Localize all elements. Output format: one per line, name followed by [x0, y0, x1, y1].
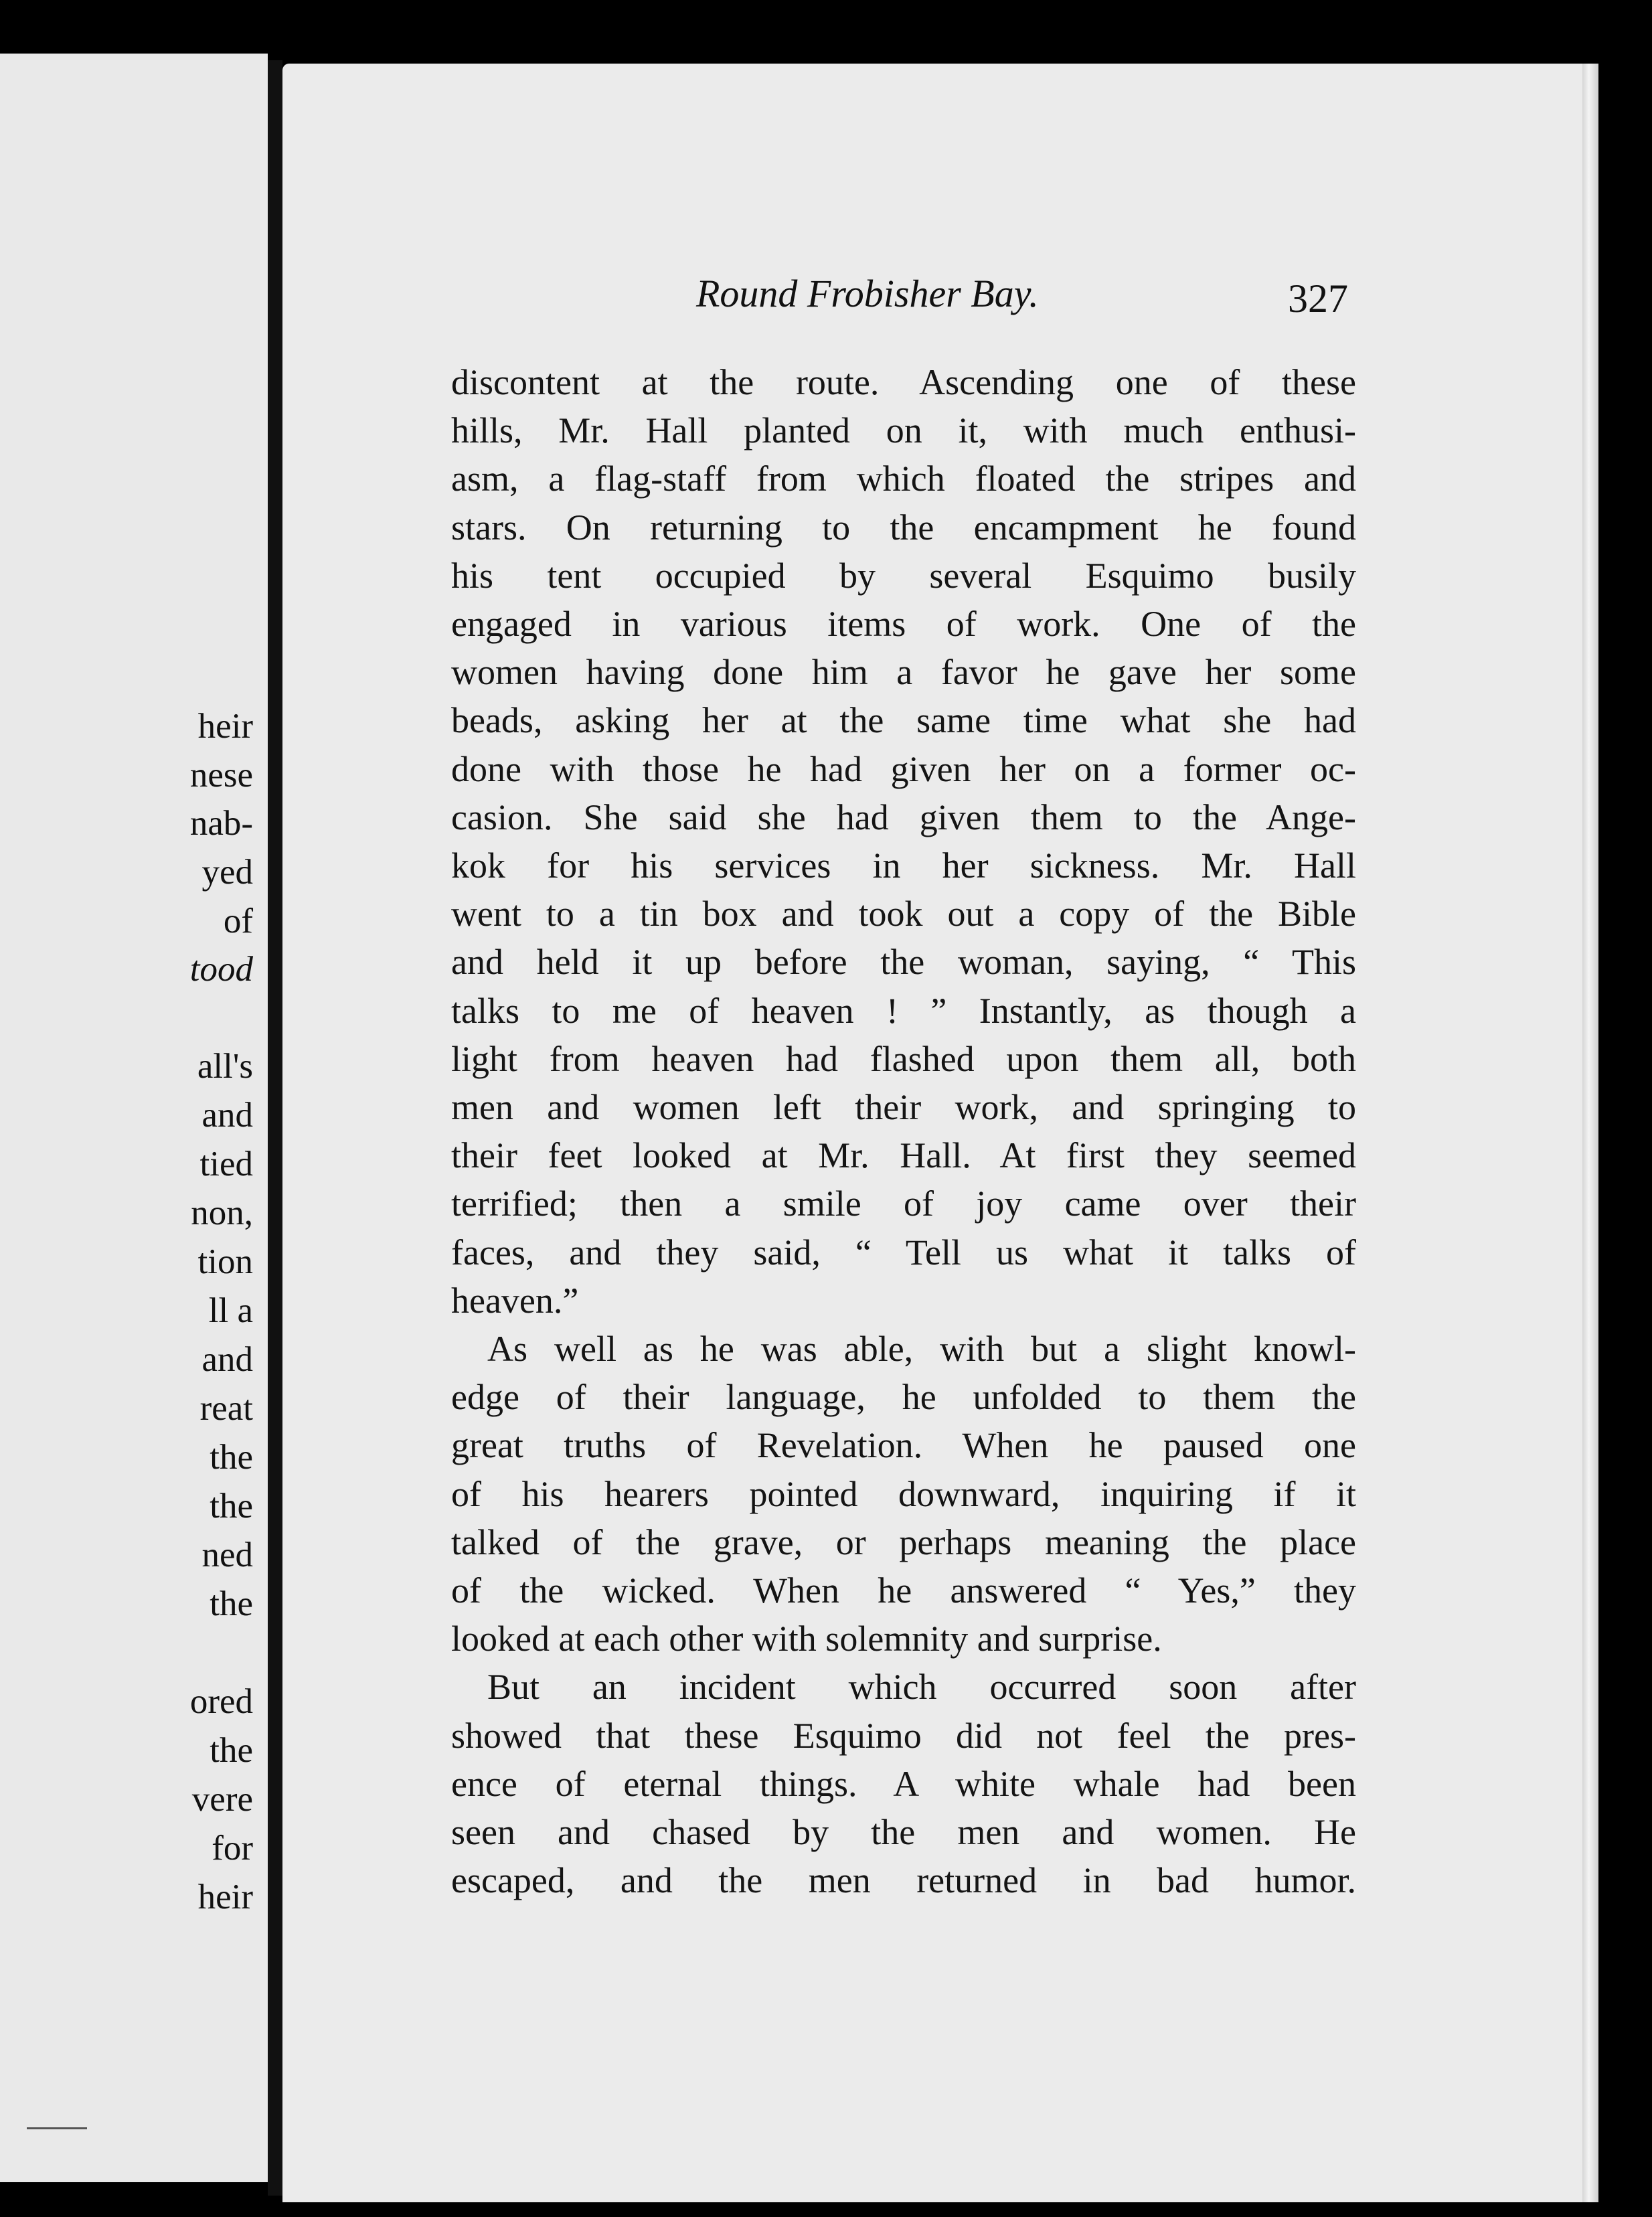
left-page-line: tied	[199, 1145, 253, 1183]
text-line: went to a tin box and took out a copy of the Bible	[451, 894, 1356, 934]
text-line: talked of the grave, or perhaps meaning the place	[451, 1522, 1356, 1562]
left-page-line: nab-	[189, 804, 253, 843]
left-page-line: for	[212, 1829, 253, 1868]
left-page-line: tood	[189, 950, 253, 989]
text-line: stars. On returning to the encampment he found	[451, 507, 1356, 548]
left-page-line: heir	[197, 1878, 253, 1916]
text-line: heaven.”	[451, 1281, 579, 1321]
text-line: terrified; then a smile of joy came over their	[451, 1183, 1356, 1224]
text-line: showed that these Esquimo did not feel the pres-	[451, 1716, 1356, 1756]
text-line: beads, asking her at the same time what she had	[451, 700, 1356, 740]
left-page-line: reat	[199, 1389, 253, 1428]
left-page-line: the	[210, 1487, 253, 1526]
left-page-line: yed	[201, 853, 253, 892]
left-page-line: tion	[197, 1242, 253, 1281]
text-line: seen and chased by the men and women. He	[451, 1812, 1356, 1852]
left-page-line: nese	[189, 756, 253, 795]
left-page-line: ll a	[208, 1291, 253, 1330]
page-number: 327	[1288, 276, 1348, 321]
text-line: kok for his services in her sickness. Mr. Hall	[451, 845, 1356, 886]
page-edge	[1582, 64, 1598, 2202]
left-page-line: ored	[189, 1682, 253, 1721]
text-line: asm, a flag-staff from which floated the stripes and	[451, 459, 1356, 499]
left-page-line: of	[223, 902, 253, 940]
left-page-line: and	[201, 1096, 253, 1135]
left-page-line: vere	[191, 1780, 253, 1819]
text-line: But an incident which occurred soon after	[487, 1667, 1356, 1707]
text-line: light from heaven had flashed upon them all, both	[451, 1039, 1356, 1079]
text-line: edge of their language, he unfolded to them the	[451, 1377, 1356, 1417]
text-line: women having done him a favor he gave her some	[451, 652, 1356, 692]
left-page-rule	[27, 2127, 87, 2129]
left-page-line: non,	[191, 1194, 253, 1232]
left-page	[0, 54, 268, 2182]
text-line: ence of eternal things. A white whale had been	[451, 1764, 1356, 1804]
text-line: discontent at the route. Ascending one of these	[451, 362, 1356, 402]
text-line: As well as he was able, with but a slight knowl-	[487, 1329, 1356, 1369]
text-line: done with those he had given her on a former oc-	[451, 749, 1356, 789]
text-line: and held it up before the woman, saying, “ This	[451, 942, 1356, 982]
text-line: casion. She said she had given them to the Ange-	[451, 797, 1356, 837]
text-line: engaged in various items of work. One of the	[451, 604, 1356, 644]
left-page-line: the	[210, 1584, 253, 1623]
text-line: men and women left their work, and springing to	[451, 1087, 1356, 1127]
text-line: hills, Mr. Hall planted on it, with much enthusi-	[451, 410, 1356, 450]
text-line: his tent occupied by several Esquimo busily	[451, 556, 1356, 596]
left-page-line: heir	[197, 707, 253, 746]
text-line: escaped, and the men returned in bad humor.	[451, 1860, 1356, 1900]
left-page-line: all's	[197, 1047, 253, 1086]
left-page-line: the	[210, 1438, 253, 1477]
text-line: great truths of Revelation. When he paused one	[451, 1425, 1356, 1465]
text-line: looked at each other with solemnity and surprise.	[451, 1619, 1162, 1659]
text-line: their feet looked at Mr. Hall. At first they seemed	[451, 1135, 1356, 1175]
left-page-line: and	[201, 1340, 253, 1379]
book-gutter	[268, 60, 282, 2196]
text-line: faces, and they said, “ Tell us what it talks of	[451, 1232, 1356, 1272]
text-line: of the wicked. When he answered “ Yes,” they	[451, 1570, 1356, 1611]
left-page-line: ned	[201, 1536, 253, 1574]
text-line: of his hearers pointed downward, inquiring if it	[451, 1474, 1356, 1514]
running-head: Round Frobisher Bay.	[696, 272, 1039, 315]
text-line: talks to me of heaven ! ” Instantly, as though a	[451, 991, 1356, 1031]
left-page-line: the	[210, 1731, 253, 1770]
